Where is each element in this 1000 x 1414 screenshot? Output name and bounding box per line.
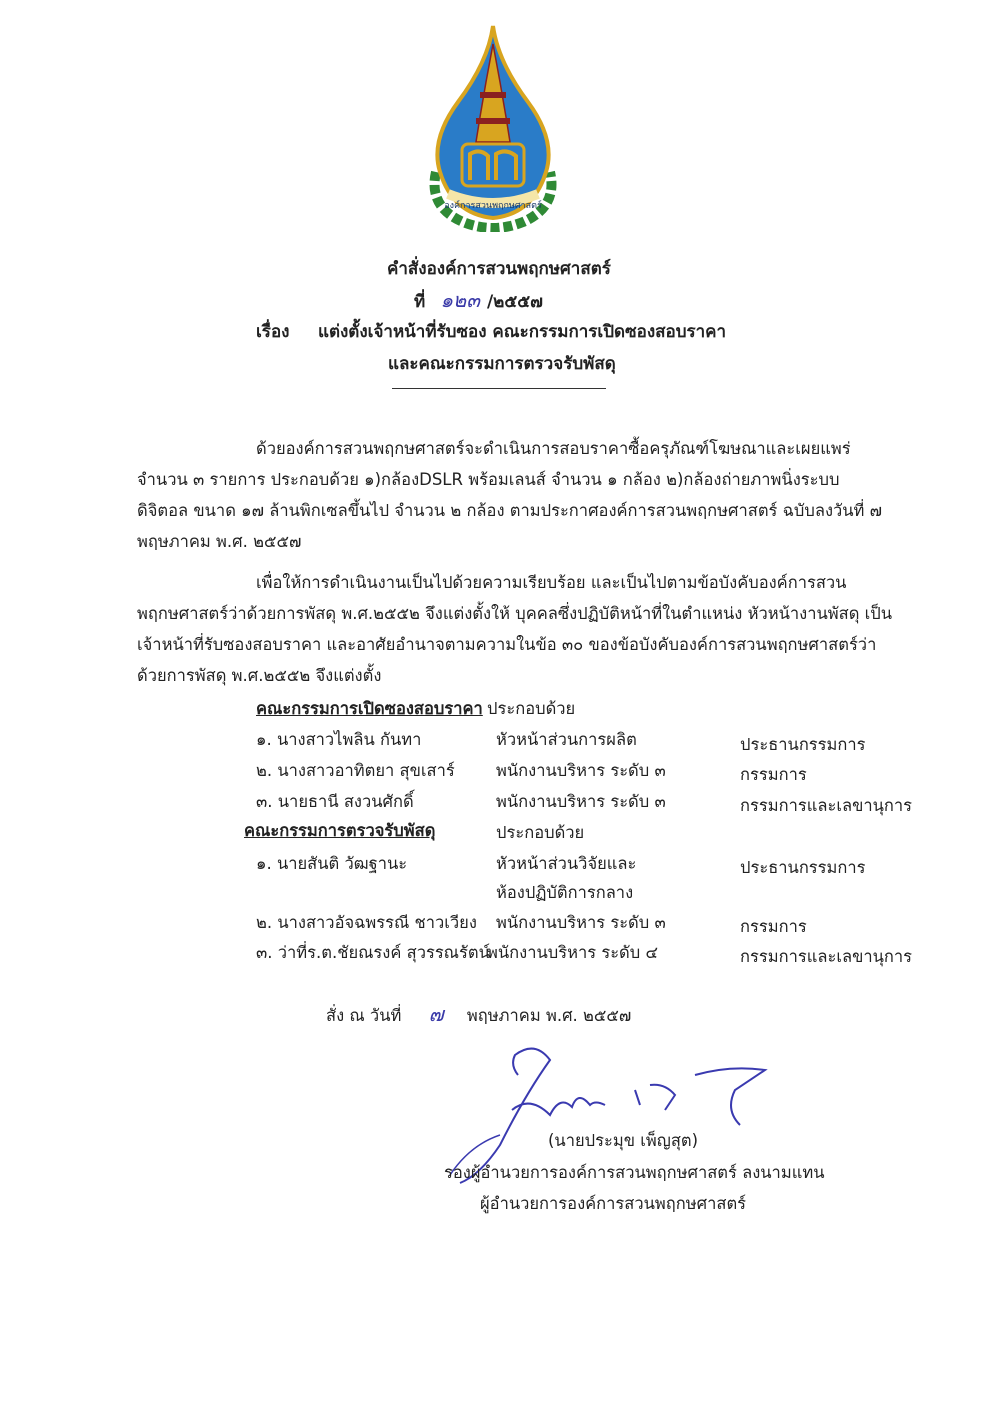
member-name: ๑. นายสันติ วัฒฐานะ <box>256 854 408 873</box>
member-role: ประธานกรรมการ <box>740 858 866 877</box>
para1-line: พฤษภาคม พ.ศ. ๒๕๕๗ <box>137 532 302 551</box>
signer-name: (นายประมุข เพ็ญสุต) <box>548 1131 699 1150</box>
member-name: ๓. นายธานี สงวนศักดิ์ <box>256 792 414 811</box>
member-position: หัวหน้าส่วนวิจัยและ <box>496 854 637 873</box>
member-position: พนักงานบริหาร ระดับ ๔ <box>487 943 658 962</box>
para1-line: จำนวน ๓ รายการ ประกอบด้วย ๑)กล้องDSLR พร้อมเลนส์ จำนวน ๑ กล้อง ๒)กล้องถ่ายภาพนิ่งระบบ <box>137 470 840 489</box>
order-number <box>414 284 543 316</box>
order-date <box>326 998 631 1030</box>
subject-line-1: แต่งตั้งเจ้าหน้าที่รับซอง คณะกรรมการเปิดซองสอบราคา <box>318 322 727 342</box>
para2-line: เจ้าหน้าที่รับซองสอบราคา และอาศัยอำนาจตามความในข้อ ๓๐ ของข้อบังคับองค์การสวนพฤกษศาสตร์ว่า <box>137 635 877 654</box>
order-date-prefix: สั่ง ณ วันที่ <box>326 1006 402 1025</box>
member-name: ๑. นางสาวไพลิน กันทา <box>256 730 422 749</box>
subject-line-2: และคณะกรรมการตรวจรับพัสดุ <box>388 354 616 374</box>
signer-title-2: ผู้อำนวยการองค์การสวนพฤกษศาสตร์ <box>480 1194 747 1213</box>
member-role: กรรมการและเลขานุการ <box>740 796 913 815</box>
member-name: ๒. นางสาวอาทิตยา สุขเสาร์ <box>256 761 455 780</box>
order-date-rest: พฤษภาคม พ.ศ. ๒๕๕๗ <box>466 1006 632 1025</box>
member-position: พนักงานบริหาร ระดับ ๓ <box>496 913 666 932</box>
committee1-title: คณะกรรมการเปิดซองสอบราคา <box>256 699 483 718</box>
member-position: หัวหน้าส่วนการผลิต <box>496 730 637 749</box>
organization-logo <box>418 22 568 232</box>
member-role: กรรมการ <box>740 765 807 784</box>
order-day-handwritten: ๗ <box>428 1002 444 1026</box>
number-handwritten: ๑๒๓ <box>440 288 480 312</box>
member-position-cont: ห้องปฏิบัติการกลาง <box>496 883 634 902</box>
subject-label: เรื่อง <box>256 322 290 342</box>
number-suffix: /๒๕๕๗ <box>486 292 543 312</box>
para2-line: ด้วยการพัสดุ พ.ศ.๒๕๕๒ จึงแต่งตั้ง <box>137 666 382 685</box>
signer-title-1: รองผู้อำนวยการองค์การสวนพฤกษศาสตร์ ลงนามแทน <box>444 1163 825 1182</box>
number-prefix: ที่ <box>414 292 426 312</box>
member-role: กรรมการและเลขานุการ <box>740 947 913 966</box>
member-name: ๓. ว่าที่ร.ต.ชัยณรงค์ สุวรรณรัตน์ <box>256 943 490 962</box>
committee2-consist: ประกอบด้วย <box>496 823 585 842</box>
member-position: พนักงานบริหาร ระดับ ๓ <box>496 792 666 811</box>
member-name: ๒. นางสาวอัจฉพรรณี ชาวเวียง <box>256 913 477 932</box>
logo-text: องค์การสวนพฤกษศาสตร์ <box>444 201 542 211</box>
header-divider <box>392 388 606 389</box>
member-role: ประธานกรรมการ <box>740 735 866 754</box>
committee2-title: คณะกรรมการตรวจรับพัสดุ <box>244 821 436 840</box>
member-role: กรรมการ <box>740 917 807 936</box>
order-title: คำสั่งองค์การสวนพฤกษศาสตร์ <box>387 259 611 279</box>
para2-line: เพื่อให้การดำเนินงานเป็นไปด้วยความเรียบร้อย และเป็นไปตามข้อบังคับองค์การสวน <box>256 573 847 592</box>
para1-line: ดิจิตอล ขนาด ๑๗ ล้านพิกเซลขึ้นไป จำนวน ๒ กล้อง ตามประกาศองค์การสวนพฤกษศาสตร์ ฉบับลงวันที่ ๗ <box>137 501 883 520</box>
member-position: พนักงานบริหาร ระดับ ๓ <box>496 761 666 780</box>
committee1-consist: ประกอบด้วย <box>487 699 576 718</box>
para1-line: ด้วยองค์การสวนพฤกษศาสตร์จะดำเนินการสอบราคาซื้อครุภัณฑ์โฆษณาและเผยแพร่ <box>256 439 851 458</box>
para2-line: พฤกษศาสตร์ว่าด้วยการพัสดุ พ.ศ.๒๕๕๒ จึงแต่งตั้งให้ บุคคลซึ่งปฏิบัติหน้าที่ในตำแหน่ง หัวหน้างานพัสดุ เป็น <box>137 604 893 623</box>
